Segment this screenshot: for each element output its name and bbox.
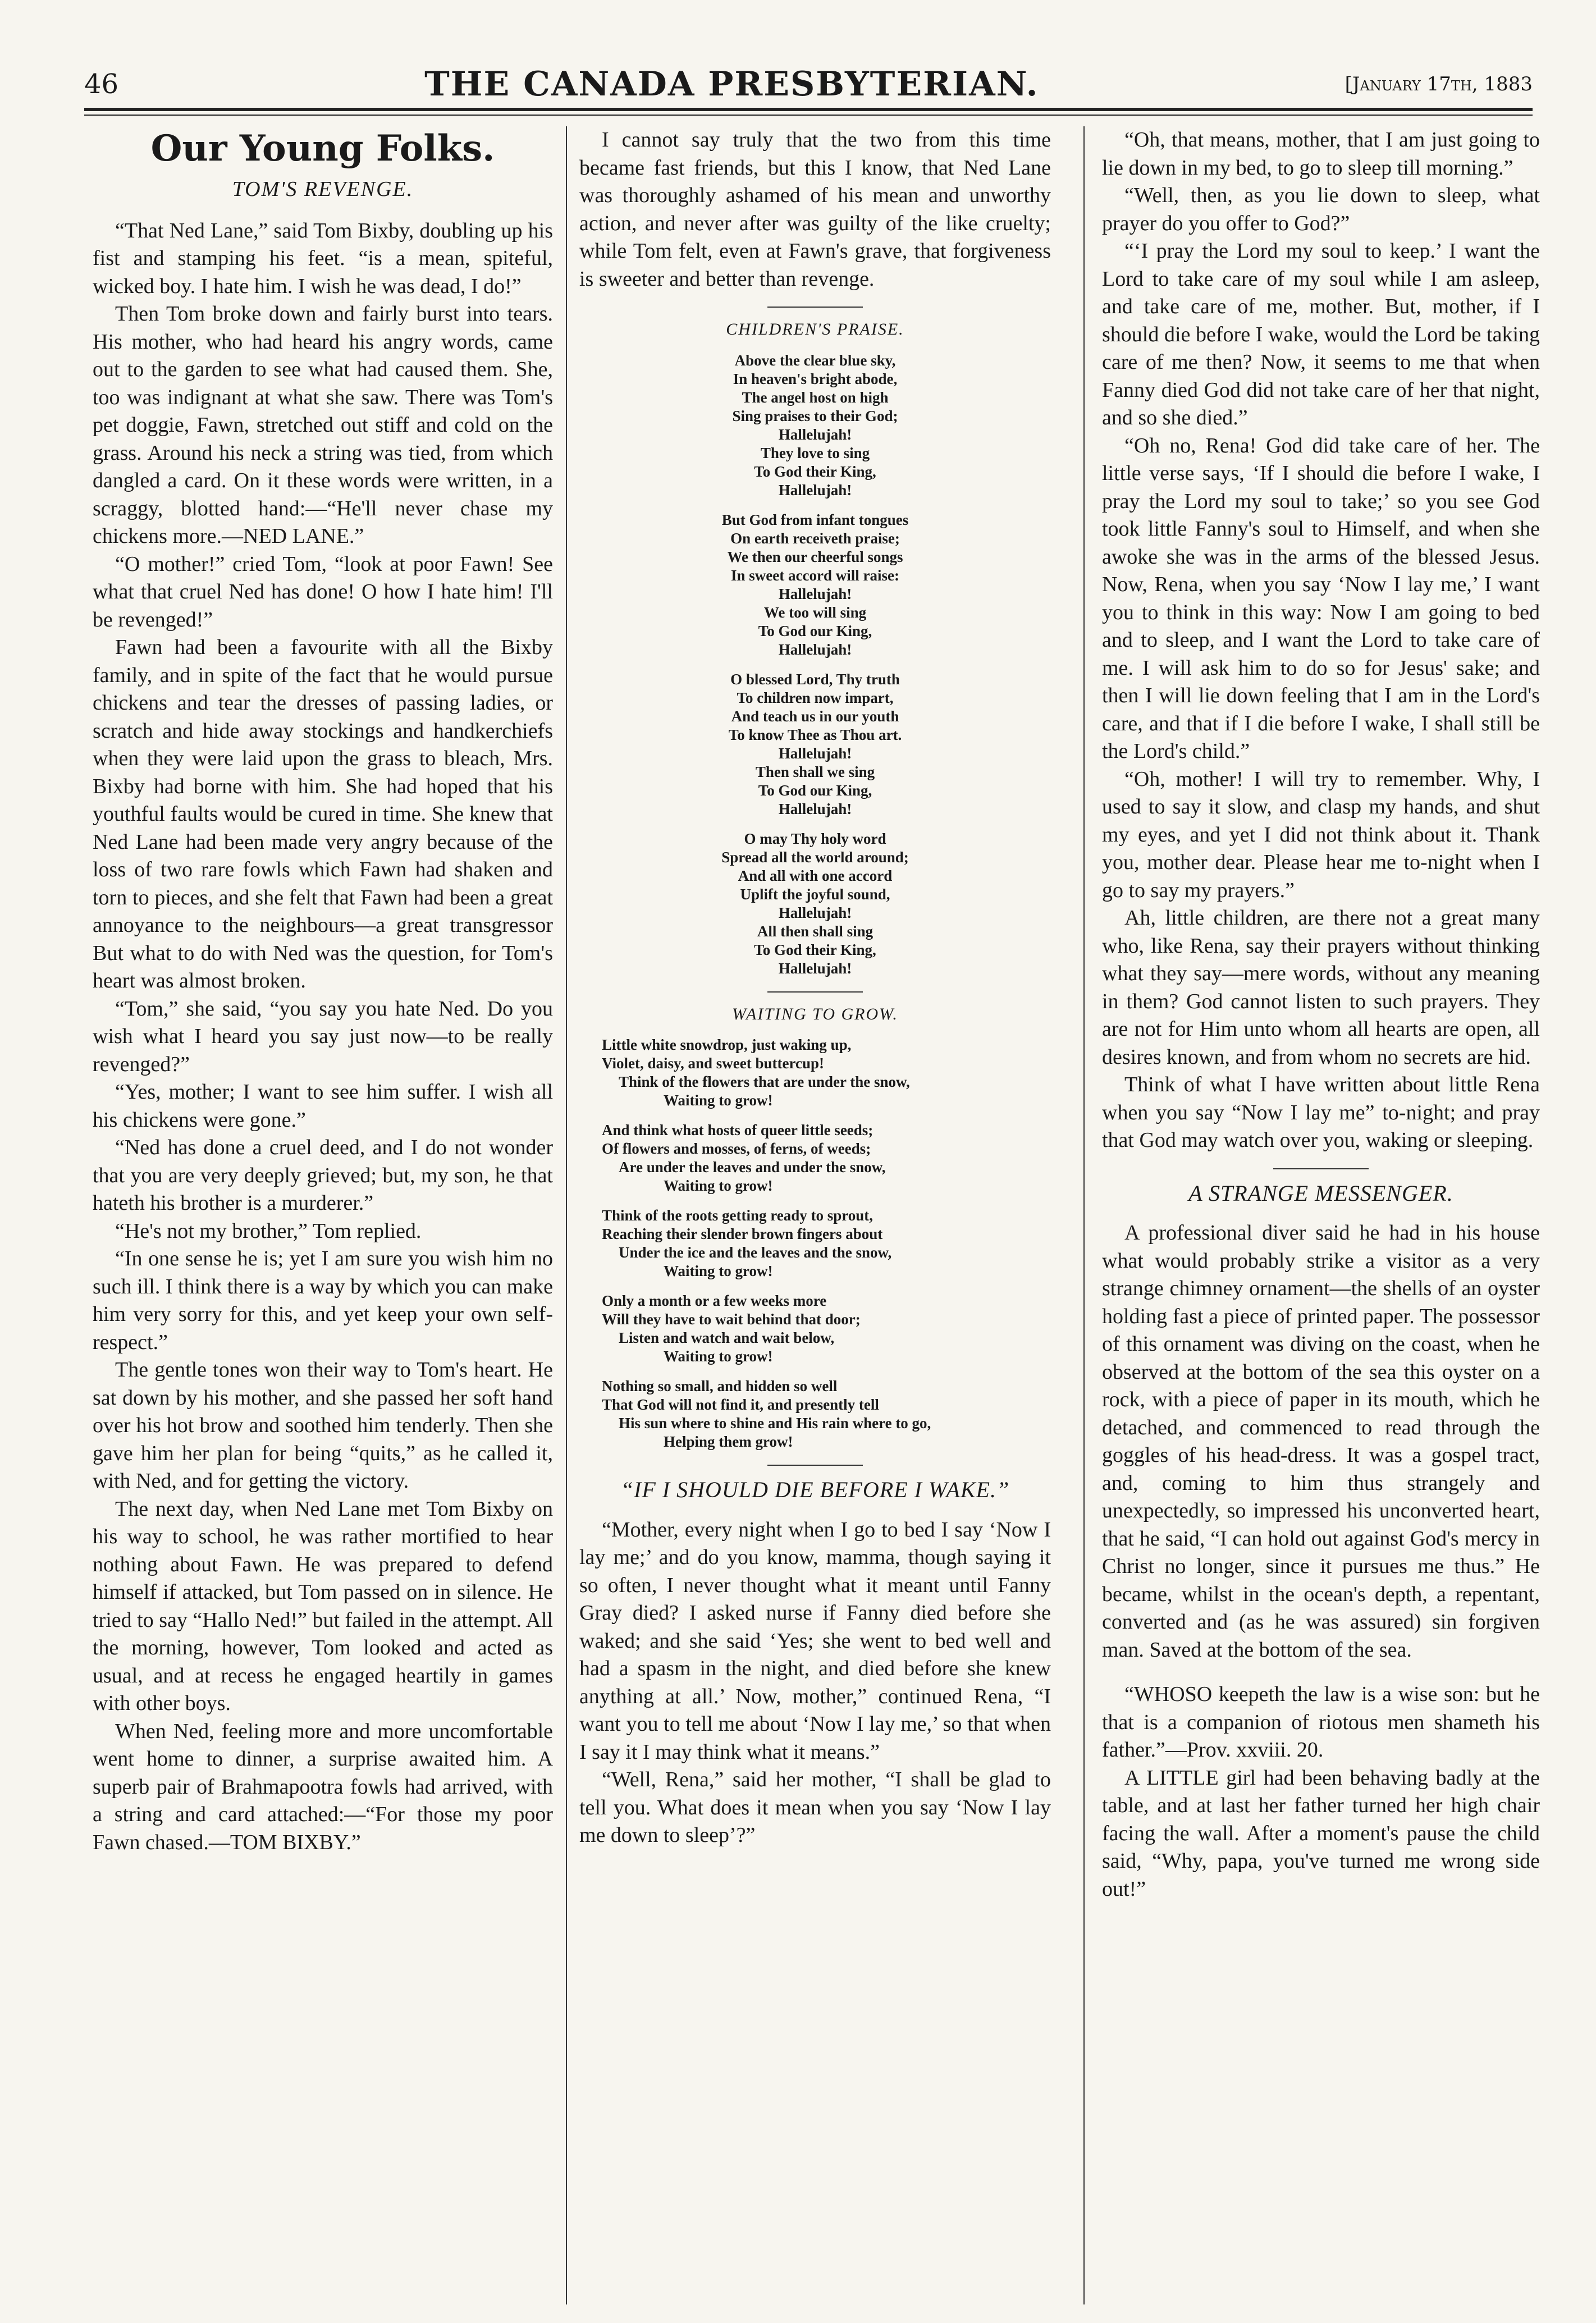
poem-line: Waiting to grow!: [664, 1177, 773, 1194]
paragraph: “‘I pray the Lord my soul to keep.’ I want the Lord to take care of my soul while I am asleep, and take care of me, mother. But, mother, if I should die before I wake, would the Lord be taking care of me then? Now, it seems to me that when Fanny died God did not take care of her that night, and so she died.”: [1102, 239, 1540, 429]
poem-line: And think what hosts of queer little seeds;: [602, 1122, 874, 1138]
paragraph: A professional diver said he had in his house what would probably strike a visitor as a very strange chimney ornament—the shells of an oyster holding fast a piece of printed paper. The possessor of this ornament was diving on the coast, when he observed at the bottom of the sea this oyster on a rock, with a piece of paper in its mouth, which he detached, and commenced to read through the goggles of his head-dress. It was a gospel tract, and, coming to him thus strangely and unexpectedly, so impressed his unconverted heart, that he said, “I can hold out against God's mercy in Christ no longer, since it pursues me thus.” He became, whilst in the ocean's depth, a repentant, converted and (as he was assured) sin forgiven man. Saved at the bottom of the sea.: [1102, 1221, 1540, 1662]
stanza: [579, 670, 1051, 818]
paper-title: THE CANADA PRESBYTERIAN.: [424, 65, 1039, 104]
column-1: [93, 126, 553, 2316]
poem-line: To God our King,: [758, 622, 872, 639]
paragraph: “Yes, mother; I want to see him suffer. I wish all his chickens were gone.”: [93, 1080, 553, 1132]
poem-line: Hallelujah!: [778, 800, 852, 817]
paragraph: “That Ned Lane,” said Tom Bixby, doubling up his fist and stamping his feet. “is a mean, spiteful, wicked boy. I hate him. I wish he was dead, I do!”: [93, 218, 553, 298]
poem-line: In heaven's bright abode,: [733, 370, 898, 387]
paragraph: “Oh, mother! I will try to remember. Why, I used to say it slow, and clasp my hands, and shut my eyes, and yet I did not think about it. Thank you, mother dear. Please hear me to-night when I go to say my prayers.”: [1102, 767, 1540, 902]
paragraph: The next day, when Ned Lane met Tom Bixby on his way to school, he was rather mortified to hear nothing about Fawn. He was prepared to defend himself if attacked, but Tom passed on in silence. He tried to say “Hallo Ned!” but failed in the attempt. All the morning, however, Tom looked and acted as usual, and at recess he engaged heartily in games with other boys.: [93, 1497, 553, 1715]
section-rule: [767, 991, 863, 993]
poem-line: Hallelujah!: [778, 904, 852, 921]
poem-line: Spread all the world around;: [721, 848, 909, 866]
poem-line: Nothing so small, and hidden so well: [602, 1378, 838, 1394]
poem-line: Hallelujah!: [778, 641, 852, 658]
department-title: Our Young Folks.: [150, 127, 495, 170]
stanza: [579, 1292, 1051, 1366]
poem-line: They love to sing: [760, 444, 870, 461]
anecdote: A LITTLE girl had been behaving badly at the table, and at last her father turned her high chair facing the wall. After a moment's pause the child said, “Why, papa, you've turned me wrong side out!”: [1102, 1766, 1540, 1901]
paragraph: The gentle tones won their way to Tom's heart. He sat down by his mother, and she passed her soft hand over his hot brow and soothed him tenderly. Then she gave him her plan for being “quits,” as he called it, with Ned, and for getting the victory.: [93, 1358, 553, 1493]
column-divider: [1083, 126, 1085, 2304]
poem-line: Above the clear blue sky,: [734, 351, 896, 369]
stanza: [579, 1377, 1051, 1451]
poem-childrens-praise: [579, 351, 1051, 978]
poem-line: Hallelujah!: [778, 959, 852, 977]
paragraph: “Oh no, Rena! God did take care of her. The little verse says, ‘If I should die before I wake, I pray the Lord my soul to take;’ so you see God took little Fanny's soul to Himself, and when she awoke she was in the arms of the blessed Jesus. Now, Rena, when you say ‘Now I lay me,’ I want you to think in this way: Now I am going to bed and to sleep, and I want the Lord to take care of me. I will ask him to do so for Jesus' sake; and then I will lie down feeling that I am in the Lord's care, and that if I die before I wake, I shall still be the Lord's child.”: [1102, 433, 1540, 763]
poem-line: Listen and watch and wait below,: [619, 1329, 835, 1346]
paragraph: Ah, little children, are there not a great many who, like Rena, say their prayers without thinking what they say—mere words, without any meaning in them? God cannot listen to such prayers. They are not for Him unto whom all hearts are open, all desires known, and from whom no secrets are hid.: [1102, 906, 1540, 1069]
poem-line: On earth receiveth praise;: [730, 529, 900, 547]
column-divider: [566, 126, 567, 2304]
poem-line: Helping them grow!: [664, 1433, 793, 1450]
poem-line: O blessed Lord, Thy truth: [730, 670, 900, 688]
poem-line: To children now impart,: [737, 689, 894, 706]
poem-line: To know Thee as Thou art.: [728, 726, 902, 743]
poem-line: Think of the flowers that are under the snow,: [619, 1073, 910, 1090]
paragraph: “Mother, every night when I go to bed I say ‘Now I lay me;’ and do you know, mamma, though saying it so often, I never thought what it meant until Fanny Gray died? I asked nurse if Fanny died before she waked; and she said ‘Yes; she went to bed well and had a spasm in the night, and died before she knew anything at all.’ Now, mother,” continued Rena, “I want you to tell me about ‘Now I lay me,’ so that when I say it I may think what it means.”: [579, 1517, 1051, 1764]
paragraph: Think of what I have written about little Rena when you say “Now I lay me” to-night; and pray that God may watch over you, waking or sleeping.: [1102, 1073, 1540, 1152]
stanza: [579, 511, 1051, 659]
poem-line: But God from infant tongues: [721, 511, 909, 528]
column-2: [579, 126, 1051, 2316]
paragraph: “Oh, that means, mother, that I am just going to lie down in my bed, to go to sleep till morning.”: [1102, 128, 1540, 180]
poem-line: Little white snowdrop, just waking up,: [602, 1036, 852, 1053]
poem-line: All then shall sing: [757, 922, 874, 940]
paragraph: “O mother!” cried Tom, “look at poor Fawn! See what that cruel Ned has done! O how I hate him! I'll be revenged!”: [93, 552, 553, 632]
poem-line: In sweet accord will raise:: [731, 566, 899, 584]
poem-line: Think of the roots getting ready to sprout,: [602, 1207, 874, 1224]
poem-line: O may Thy holy word: [744, 830, 886, 847]
stanza: [579, 1036, 1051, 1110]
story-title-if-i-should-die: “IF I SHOULD DIE BEFORE I WAKE.”: [620, 1477, 1010, 1502]
poem-line: To God our King,: [758, 781, 872, 799]
poem-line: That God will not find it, and presently tell: [602, 1396, 879, 1413]
poem-line: Hallelujah!: [778, 481, 852, 499]
poem-line: Sing praises to their God;: [732, 407, 898, 424]
poem-line: Then shall we sing: [755, 763, 875, 780]
column-3: [1102, 126, 1540, 2316]
section-rule: [1273, 1168, 1369, 1169]
paragraph: “Tom,” she said, “you say you hate Ned. Do you wish what I heard you say just now—to be really revenged?”: [93, 996, 553, 1076]
paragraph: “In one sense he is; yet I am sure you wish him no such ill. I think there is a way by which you can make him very sorry for this, and yet keep your own self-respect.”: [93, 1247, 553, 1354]
paragraph: When Ned, feeling more and more uncomfortable went home to dinner, a surprise awaited him. A superb pair of Brahmapootra fowls had arrived, with a string and card attached:—“For those my poor Fawn chased.—TOM BIXBY.”: [93, 1719, 553, 1854]
page-header: [84, 62, 1533, 107]
poem-line: Uplift the joyful sound,: [740, 885, 890, 903]
poem-line: And teach us in our youth: [731, 707, 899, 725]
poem-line: Waiting to grow!: [664, 1263, 773, 1279]
poem-line: The angel host on high: [742, 388, 889, 406]
proverb-quote: “WHOSO keepeth the law is a wise son: but he that is a companion of riotous men shameth his father.”—Prov. xxviii. 20.: [1102, 1682, 1540, 1762]
section-rule: [767, 1465, 863, 1466]
page-number: 46: [84, 68, 119, 100]
poem-title-childrens-praise: CHILDREN'S PRAISE.: [726, 320, 904, 339]
poem-line: Hallelujah!: [778, 585, 852, 602]
header-rule-thin: [84, 115, 1533, 116]
poem-line: Hallelujah!: [778, 744, 852, 762]
poem-line: Under the ice and the leaves and the snow,: [619, 1244, 892, 1261]
spacer: [1102, 1664, 1540, 1681]
header-rule: [84, 108, 1533, 111]
poem-line: Reaching their slender brown fingers about: [602, 1225, 883, 1242]
issue-date: [January 17th, 1883: [1345, 73, 1533, 95]
poem-waiting-to-grow: [579, 1036, 1051, 1451]
poem-line: To God their King,: [754, 941, 876, 958]
poem-line: Are under the leaves and under the snow,: [619, 1159, 886, 1176]
paragraph: “Well, then, as you lie down to sleep, what prayer do you offer to God?”: [1102, 184, 1540, 235]
story-title-strange-messenger: A STRANGE MESSENGER.: [1188, 1180, 1453, 1206]
poem-line: We then our cheerful songs: [727, 548, 903, 565]
stanza: [579, 1121, 1051, 1195]
paragraph: “Well, Rena,” said her mother, “I shall be glad to tell you. What does it mean when you say ‘Now I lay me down to sleep’?”: [579, 1768, 1051, 1847]
paragraph: Fawn had been a favourite with all the Bixby family, and in spite of the fact that he would pursue chickens and tear the dresses of passing ladies, or scratch and hide away stockings and handkerchiefs when they were laid upon the grass to bleach, Mrs. Bixby had borne with him. She had hoped that his youthful faults would be cured in time. She knew that Ned Lane had been made very angry because of the loss of two rare fowls which Fawn had shaken and torn to pieces, and she felt that Fawn had been a great annoyance to the neighbours—a great transgressor But what to do with Ned was the question, for Tom's heart was almost broken.: [93, 635, 553, 993]
poem-line: And all with one accord: [738, 867, 893, 884]
poem-line: To God their King,: [754, 463, 876, 480]
poem-line: We too will sing: [763, 603, 867, 621]
poem-line: Waiting to grow!: [664, 1092, 773, 1109]
poem-line: Waiting to grow!: [664, 1348, 773, 1365]
poem-line: Only a month or a few weeks more: [602, 1292, 827, 1309]
poem-line: His sun where to shine and His rain where to go,: [619, 1415, 931, 1432]
paragraph: Then Tom broke down and fairly burst into tears. His mother, who had heard his angry words, came out to the garden to see what had caused them. She, too was indignant at what she saw. There was Tom's pet doggie, Fawn, stretched out stiff and cold on the grass. Around his neck a string was tied, from which dangled a card. On it these words were written, in a scraggy, blotted hand:—“He'll never chase my chickens more.—NED LANE.”: [93, 302, 553, 548]
stanza: [579, 1206, 1051, 1281]
poem-line: Hallelujah!: [778, 426, 852, 443]
poem-title-waiting-to-grow: WAITING TO GROW.: [732, 1004, 898, 1023]
poem-line: Of flowers and mosses, of ferns, of weeds;: [602, 1140, 871, 1157]
section-rule: [767, 307, 863, 308]
stanza: [579, 351, 1051, 500]
paragraph: “He's not my brother,” Tom replied.: [115, 1219, 422, 1243]
poem-line: Violet, daisy, and sweet buttercup!: [602, 1055, 825, 1072]
stanza: [579, 830, 1051, 978]
paragraph: “Ned has done a cruel deed, and I do not wonder that you are very deeply grieved; but, my son, he that hateth his brother is a murderer.”: [93, 1136, 553, 1215]
story-title-toms-revenge: TOM'S REVENGE.: [232, 177, 414, 201]
poem-line: Will they have to wait behind that door;: [602, 1311, 861, 1328]
paragraph: I cannot say truly that the two from this time became fast friends, but this I know, that Ned Lane was thoroughly ashamed of his mean and unworthy action, and never after was guilty of the like cruelty; while Tom felt, even at Fawn's grave, that forgiveness is sweeter and better than revenge.: [579, 128, 1051, 291]
